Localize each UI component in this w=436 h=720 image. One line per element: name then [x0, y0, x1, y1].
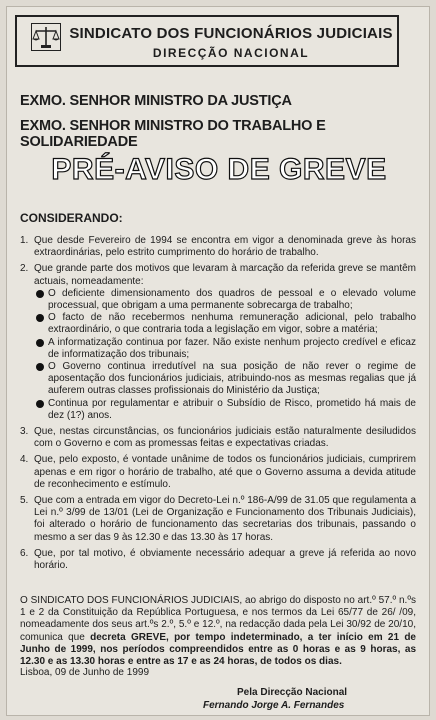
point-text: Que com a entrada em vigor do Decreto-Lei n.º 186-A/99 de 31.05 que regulamenta a Lei n.º 3/99 de 13/01 (Lei de Organização e Funcionamento dos Tribunais Judiciais), foi alterado o horário de funcionamento das secretarias dos tribunais, passando o mesmo a ser das 9 às 12.30 e das 13.30 às 17 horas.: [34, 495, 416, 543]
reason-item: [34, 361, 416, 398]
point-text: Que, pelo exposto, é vontade unânime de todos os funcionários judiciais, cumprirem apenas e em rigor o horário de trabalho, até que o Governo assuma a devida atitude de reconhecimento e estímulo.: [34, 454, 416, 490]
point-number: 4.: [20, 454, 29, 466]
point-4: [20, 454, 416, 491]
point-text: Que, nestas circunstâncias, os funcionários judiciais estão naturalmente desiludidos com o Governo e com as promessas feitas e expectativas criadas.: [34, 426, 416, 450]
bullet-icon: [36, 363, 44, 371]
point-number: 1.: [20, 235, 29, 246]
point-3: [20, 426, 416, 450]
point-5: [20, 495, 416, 544]
reason-item: [34, 312, 416, 336]
point-6: [20, 548, 416, 572]
reason-text: Continua por regulamentar e atribuir o Subsídio de Risco, prometido há mais de dez (1?) anos.: [48, 397, 416, 421]
point-number: 2.: [20, 263, 29, 275]
point-number: 5.: [20, 495, 29, 507]
bullet-icon: [36, 400, 44, 408]
addressee-justice-minister: EXMO. SENHOR MINISTRO DA JUSTIÇA: [20, 93, 292, 109]
declaration-strike-terms: decreta GREVE, por tempo indeterminado, a ter início em 21 de Junho de 1999, nos períodos compreendidos entre as 0 horas e as 9 horas, as 12.30 e as 13.30 horas e entre as 17 e as 24 horas, de todos os dias.: [20, 631, 416, 668]
reason-text: A informatização continua por fazer. Não existe nenhum projecto credível e eficaz de informatização dos tribunais;: [48, 336, 416, 360]
point-text: Que desde Fevereiro de 1994 se encontra em vigor a denominada greve às horas extraordinárias, pelo estrito cumprimento do horário de trabalho.: [34, 235, 416, 259]
point-text: Que grande parte dos motivos que levaram à marcação da referida greve se mantêm actuais, nomeadamente:: [34, 263, 416, 287]
signatory-body: Pela Direcção Nacional: [237, 687, 348, 698]
scales-of-justice-icon: [31, 23, 61, 51]
point-number: 3.: [20, 426, 29, 438]
point-1: [20, 235, 416, 259]
considerations-list: [20, 235, 416, 576]
strike-notice-page: [6, 6, 430, 716]
bullet-icon: [36, 290, 44, 298]
signatory-name: Fernando Jorge A. Fernandes: [203, 700, 345, 711]
considering-heading: CONSIDERANDO:: [20, 211, 123, 225]
point-2: [20, 263, 416, 422]
reasons-list: [34, 288, 416, 422]
declaration-intro: O SINDICATO DOS FUNCIONÁRIOS JUDICIAIS, ao abrigo do disposto no art.º 57.º n.ºs 1 e 2 da Constituição da República Portuguesa, e nos termos da Lei 65/77 de 26/ /09, nomeadamente dos seus art.ºs 2.º, 5.º e 12.º, na redacção dada pela Lei 30/92 de 20/10, comunica que: [20, 595, 416, 643]
bullet-icon: [36, 314, 44, 322]
bullet-icon: [36, 339, 44, 347]
union-masthead: [15, 15, 399, 67]
place-and-date: Lisboa, 09 de Junho de 1999: [20, 667, 149, 678]
strike-declaration: [20, 595, 416, 668]
reason-text: O deficiente dimensionamento dos quadros de pessoal e o elevado volume processual, que obrigam a uma permanente sobrecarga de trabalho;: [48, 287, 416, 312]
point-text: Que, por tal motivo, é obviamente necessário adequar a greve já referida ao novo horário.: [34, 547, 416, 572]
point-number: 6.: [20, 547, 29, 559]
reason-text: O facto de não recebermos nenhuma remuneração adicional, pelo trabalho extraordinário, o que contraria toda a legislação em vigor, sobre a matéria;: [48, 312, 416, 336]
reason-item: [34, 337, 416, 361]
department-name: DIRECÇÃO NACIONAL: [152, 46, 310, 60]
reason-text: O Governo continua irredutível na sua posição de não rever o regime de aposentação dos funcionários judiciais, atribuindo-nos as mesmas regalias que já auferem outras classes profissionais do Ministério da Justiça;: [48, 361, 416, 397]
reason-item: [34, 288, 416, 312]
reason-item: [34, 398, 416, 422]
point-body: [34, 263, 416, 422]
addressee-labour-minister: EXMO. SENHOR MINISTRO DO TRABALHO E SOLIDARIEDADE: [20, 118, 326, 150]
notice-title: PRÉ-AVISO DE GREVE: [51, 153, 387, 186]
union-name: SINDICATO DOS FUNCIONÁRIOS JUDICIAIS: [69, 25, 393, 42]
